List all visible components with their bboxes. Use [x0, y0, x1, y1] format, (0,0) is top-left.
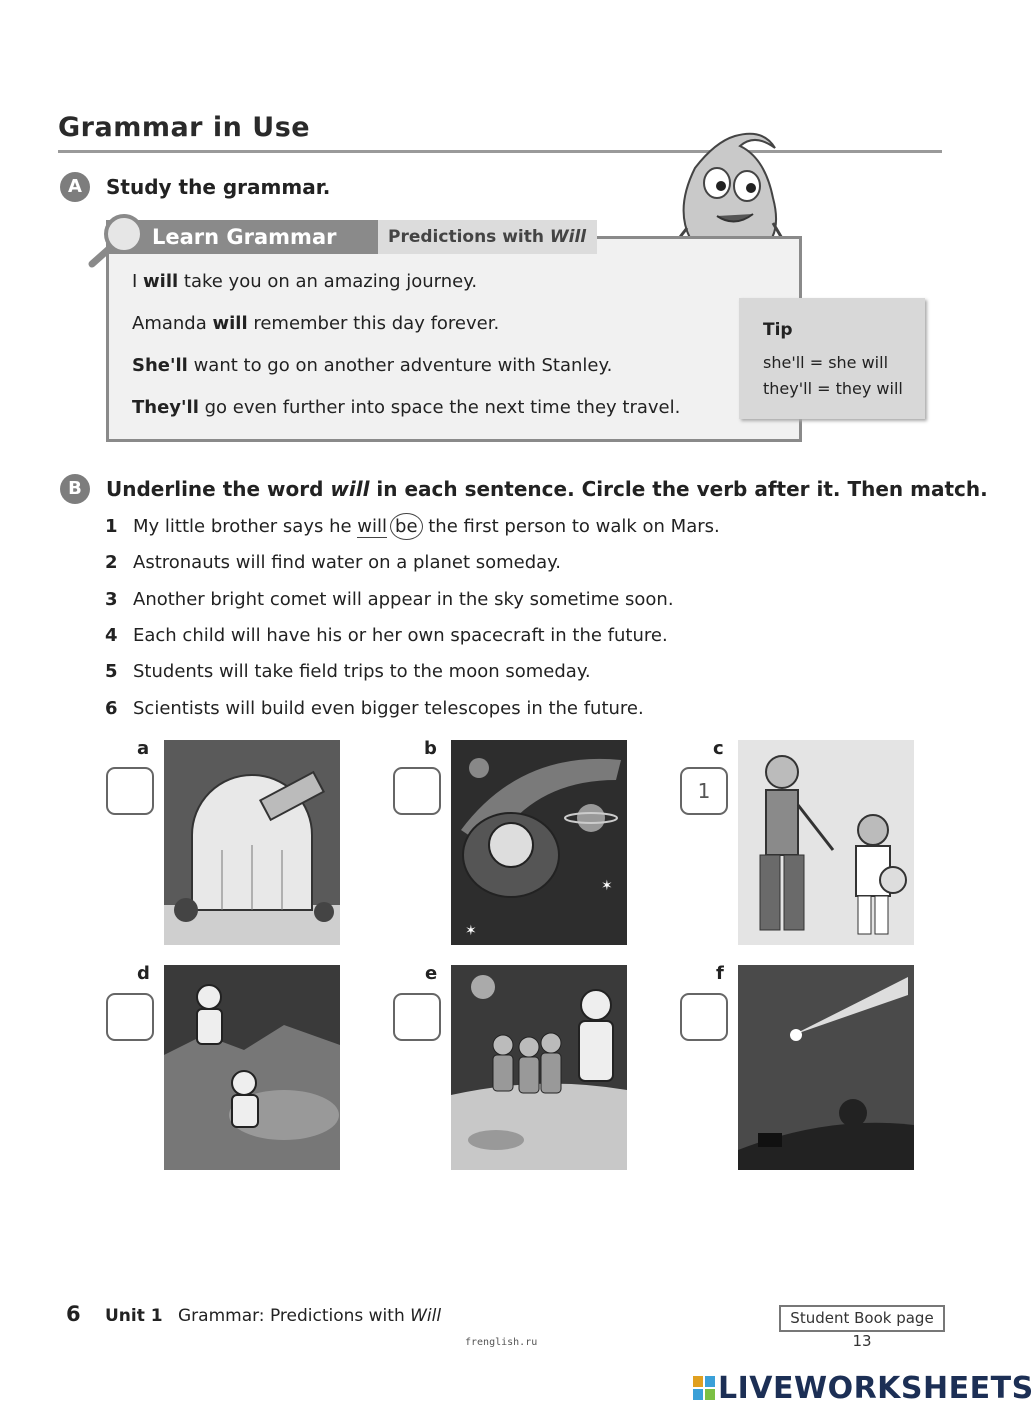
page-title: Grammar in Use — [58, 112, 311, 143]
item-number: 3 — [105, 589, 118, 610]
picture-label-e: e — [425, 963, 438, 984]
item-number: 1 — [105, 516, 118, 537]
section-b-badge: B — [60, 474, 90, 504]
site-watermark: frenglish.ru — [465, 1337, 538, 1348]
answer-box-b[interactable] — [393, 767, 441, 815]
section-b-instruction: Underline the word will in each sentence. Circle the verb after it. Then match. — [106, 477, 988, 501]
circled-verb[interactable]: be — [390, 513, 423, 540]
grammar-example-4: They'll go even further into space the next time they travel. — [132, 397, 681, 418]
spacecraft-picture — [451, 740, 627, 945]
magnifier-icon — [86, 212, 146, 270]
tip-title: Tip — [763, 320, 793, 340]
tip-line: she'll = she will — [763, 353, 889, 372]
tip-line: they'll = they will — [763, 379, 903, 398]
astronauts-mars-picture — [164, 965, 340, 1170]
student-book-reference: Student Book page 13 — [779, 1305, 945, 1332]
learn-grammar-tab: Learn Grammar — [106, 220, 378, 254]
answer-box-f[interactable] — [680, 993, 728, 1041]
item-number: 6 — [105, 698, 118, 719]
sentence-item: 2 Astronauts will find water on a planet someday. — [105, 552, 561, 573]
answer-box-d[interactable] — [106, 993, 154, 1041]
answer-box-e[interactable] — [393, 993, 441, 1041]
observatory-picture — [164, 740, 340, 945]
sentence-item: 4 Each child will have his or her own spacecraft in the future. — [105, 625, 668, 646]
underlined-will[interactable]: will — [357, 516, 388, 537]
item-number: 2 — [105, 552, 118, 573]
title-divider — [58, 150, 942, 153]
mother-child-picture — [738, 740, 914, 945]
answer-box-c[interactable]: 1 — [680, 767, 728, 815]
sentence-item: 6 Scientists will build even bigger telescopes in the future. — [105, 698, 644, 719]
item-number: 5 — [105, 661, 118, 682]
picture-label-f: f — [716, 963, 724, 984]
picture-label-d: d — [137, 963, 150, 984]
comet-picture — [738, 965, 914, 1170]
svg-text:✶: ✶ — [601, 878, 613, 894]
sentence-item: 3 Another bright comet will appear in the sky sometime soon. — [105, 589, 674, 610]
learn-grammar-subtitle: Predictions with Will — [378, 220, 597, 254]
learn-grammar-box-border — [596, 236, 799, 239]
sentence-item: 5 Students will take field trips to the moon someday. — [105, 661, 591, 682]
grammar-example-1: I will take you on an amazing journey. — [132, 271, 478, 292]
students-moon-picture — [451, 965, 627, 1170]
answer-box-a[interactable] — [106, 767, 154, 815]
liveworksheets-logo-icon — [693, 1376, 715, 1400]
page-number: 6 — [66, 1302, 81, 1326]
sentence-item: 1 My little brother says he will be the first person to walk on Mars. — [105, 516, 720, 537]
liveworksheets-brand: LIVEWORKSHEETS — [718, 1371, 1034, 1406]
section-a-instruction: Study the grammar. — [106, 175, 331, 199]
grammar-example-2: Amanda will remember this day forever. — [132, 313, 500, 334]
footer-topic: Grammar: Predictions with Will — [178, 1306, 442, 1326]
picture-label-c: c — [713, 738, 724, 759]
unit-label: Unit 1 — [105, 1306, 163, 1326]
grammar-example-3: She'll want to go on another adventure with Stanley. — [132, 355, 613, 376]
svg-text:✶: ✶ — [465, 923, 477, 939]
section-a-badge: A — [60, 172, 90, 202]
item-number: 4 — [105, 625, 118, 646]
picture-label-a: a — [137, 738, 150, 759]
tip-box — [739, 298, 925, 419]
picture-label-b: b — [424, 738, 437, 759]
